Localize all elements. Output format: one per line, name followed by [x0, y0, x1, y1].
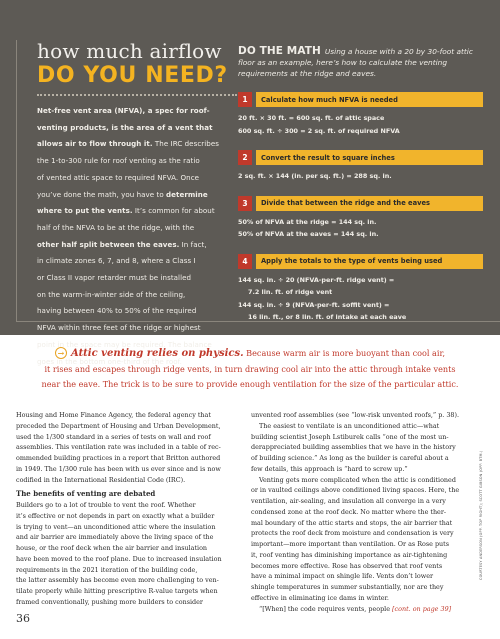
intro-segment: in climate zones 6, 7, and 8, where a Class I	[37, 256, 196, 266]
body-line: ventilation, air-sealing, and insulation all converge in a very	[251, 497, 446, 505]
body-line: becomes more effective. Rose has observed that roof vents	[251, 561, 443, 570]
intro-segment: on the warm-in-winter side of the ceiling,	[37, 289, 186, 299]
body-line: shingle temperatures in summer substantially, nor are they	[251, 583, 444, 591]
do-the-math-box	[238, 46, 483, 324]
math-header	[238, 46, 483, 79]
calculation-line: 144 sq. in. ÷ 20 (NFVA-per-ft. ridge vent) =	[238, 275, 395, 284]
step-header	[238, 92, 483, 107]
intro-segment: goes in the bottom one-third of the roof.	[37, 356, 182, 366]
headline-line-1: how much airflow	[37, 39, 222, 63]
intro-line	[37, 120, 227, 137]
body-line: preceded the Department of Housing and Urban Development,	[16, 421, 221, 430]
pull-quote-lead: Attic venting relies on physics.	[70, 348, 244, 359]
dotted-divider	[37, 94, 237, 96]
body-line: important—more important than ventilation. Or as Rose puts	[251, 540, 450, 548]
math-step	[238, 92, 483, 137]
intro-line	[37, 303, 227, 320]
body-line: codified in the International Residential Code (IRC).	[16, 475, 186, 484]
body-line: and air barrier are immediately above the living space of the	[16, 533, 214, 542]
intro-line	[37, 237, 227, 254]
section-subhead: The benefits of venting are debated	[16, 489, 156, 499]
intro-line	[37, 287, 227, 304]
intro-line	[37, 187, 227, 204]
step-title: Calculate how much NFVA is needed	[256, 92, 483, 107]
body-line: ommended building practices in a report that Britton authored	[16, 454, 221, 462]
body-line: requirements in the 2021 iteration of the building code,	[16, 565, 198, 574]
math-steps	[238, 92, 483, 324]
calculation-line: 600 sq. ft. ÷ 300 = 2 sq. ft. of required NFVA	[238, 126, 400, 135]
pull-quote-line-1-rest: Because warm air is more buoyant than cool air,	[243, 348, 446, 358]
body-line: effective in eliminating ice dams in winter.	[251, 593, 389, 602]
body-line: the latter assembly has become even more challenging to ven-	[16, 576, 219, 585]
math-step	[238, 196, 483, 241]
intro-segment: of vented attic space to required NFVA. Once	[37, 172, 200, 182]
body-line: Builders go to a lot of trouble to vent the roof. Whether	[16, 501, 196, 509]
intro-line	[37, 103, 227, 120]
intro-segment: you’ve done the math, you have to	[37, 189, 167, 199]
body-line: used the 1/300 standard in a series of tests on wall and roof	[16, 432, 211, 441]
step-number: 2	[238, 150, 252, 165]
pull-quote-line-3: near the eave. The trick is to be sure to provide enough ventilation for the size of the particular attic.	[41, 379, 459, 389]
step-calculations	[238, 274, 483, 324]
body-line: have a minimal impact on shingle life. Vents don’t lower	[251, 572, 434, 581]
body-line: Venting gets more complicated when the attic is conditioned	[259, 475, 456, 484]
step-number: 4	[238, 254, 252, 269]
intro-line	[37, 203, 227, 220]
calculation-line: 144 sq. in. ÷ 9 (NFVA-per-ft. soffit vent) =	[238, 300, 390, 309]
calculation-line: 7.2 lin. ft. of ridge vent	[248, 288, 333, 296]
intro-line	[37, 270, 227, 287]
step-title: Convert the result to square inches	[256, 150, 483, 165]
intro-segment: NFVA within three feet of the ridge or highest	[37, 323, 201, 333]
math-step	[238, 150, 483, 183]
calculation-line: 2 sq. ft. × 144 (in. per sq. ft.) = 288 sq. in.	[238, 172, 392, 180]
body-line: tilate properly while hitting prescriptive R-value targets when	[16, 587, 218, 595]
body-line: have been moved to the roof plane. Due to increased insulation	[16, 554, 222, 563]
body-line: condensed zone at the roof deck. No matter where the ther-	[251, 507, 447, 516]
body-line: it, roof venting has diminishing importance as air-tightening	[251, 550, 448, 559]
step-number: 1	[238, 92, 252, 107]
pull-quote-line-2: it rises and escapes through ridge vents, in turn drawing cool air into the attic through intake vents	[44, 363, 456, 374]
body-line: assemblies. This ventilation rate was included in a table of rec-	[16, 443, 221, 452]
body-line: derappreciated building assemblies that we have in the history	[251, 443, 456, 452]
intro-segment: The IRC describes	[152, 139, 219, 149]
calculation-line: 50% of NFVA at the ridge = 144 sq. in.	[238, 217, 377, 226]
headline-line-2: DO YOU NEED?	[37, 63, 228, 88]
body-line: The easiest to ventilate is an unconditioned attic—what	[259, 421, 440, 430]
intro-segment: In fact,	[179, 239, 207, 249]
calculation-line: 20 ft. × 30 ft. = 600 sq. ft. of attic space	[238, 114, 385, 122]
step-calculations	[238, 216, 483, 241]
step-calculations	[238, 170, 483, 183]
intro-segment: or Class II vapor retarder must be installed	[37, 273, 192, 283]
body-line: is trying to vent—an unconditioned attic where the insulation	[16, 522, 216, 531]
airflow-sidebar	[37, 39, 228, 370]
step-header	[238, 150, 483, 165]
math-step	[238, 254, 483, 324]
step-title: Apply the totals to the type of vents being used	[256, 254, 483, 269]
body-line: or in vaulted ceilings above conditioned living spaces. Here, the	[251, 486, 460, 495]
body-line: Housing and Home Finance Agency, the federal agency that	[16, 411, 211, 419]
photo-credit: COURTESY ANDERSON (OPP. TOP RIGHT); SCOTT GIBSON (OPP. BTM.)	[479, 450, 483, 580]
body-line: few details, this approach is “hard to screw up.”	[251, 464, 408, 473]
body-line: “[When] the code requires vents, people [cont. on page 39]	[259, 604, 452, 613]
body-column-left	[16, 410, 243, 608]
body-line: building scientist Joseph Lstiburek calls “one of the most un-	[251, 432, 449, 441]
math-heading: DO THE MATH	[238, 45, 321, 57]
intro-segment: determine	[166, 189, 208, 199]
intro-line	[37, 220, 227, 237]
step-number: 3	[238, 196, 252, 211]
intro-segment: having between 40% to 50% of the required	[37, 306, 197, 316]
step-header	[238, 254, 483, 269]
body-line: framed conventionally, pushing more builders to consider	[16, 597, 203, 606]
math-description: Using a house with a 20 by 30-foot attic floor as an example, here’s how to calculate the venting requirements at the ridge and eaves.	[238, 47, 473, 78]
calculation-line: 50% of NFVA at the eaves = 144 sq. in.	[238, 230, 379, 238]
step-calculations	[238, 112, 483, 137]
intro-segment: where to put the vents.	[37, 206, 133, 216]
body-line: it’s effective or not depends in part on exactly what a builder	[16, 511, 215, 520]
body-line: in 1949. The 1/300 rule has been with us ever since and is now	[16, 464, 221, 473]
body-line: protects the roof deck from moisture and condensation is very	[251, 529, 454, 538]
intro-segment: It’s common for about	[132, 206, 215, 216]
intro-segment: venting products, is the area of a vent that	[37, 122, 213, 132]
intro-line	[37, 153, 227, 170]
body-line: house, or the roof deck when the air barrier and insulation	[16, 544, 208, 552]
intro-line	[37, 136, 227, 153]
step-header	[238, 196, 483, 211]
intro-line	[37, 253, 227, 270]
continued-note: [cont. on page 39]	[392, 604, 452, 613]
body-line: unvented roof assemblies (see “low-risk unvented roofs,” p. 38).	[251, 411, 460, 419]
body-line: of building science.” As long as the builder is careful about a	[251, 454, 449, 462]
intro-segment: Net-free vent area (NFVA), a spec for roof-	[37, 106, 210, 115]
intro-segment: allows air to flow through it.	[37, 139, 153, 149]
step-title: Divide that between the ridge and the eaves	[256, 196, 483, 211]
body-line: mal boundary of the attic starts and stops, the air barrier that	[251, 518, 453, 527]
intro-segment: point in the space may be required. The balance	[37, 339, 212, 349]
pull-quote-line-1	[0, 346, 500, 362]
intro-segment: the 1-to-300 rule for roof venting as the ratio	[37, 156, 200, 166]
calculation-line: 16 lin. ft., or 8 lin. ft. of intake at each eave	[248, 313, 407, 321]
intro-segment: half of the NFVA to be at the ridge, with the	[37, 222, 195, 232]
arrow-right-circle-icon: →	[55, 347, 67, 359]
intro-text	[37, 103, 227, 370]
intro-line	[37, 170, 227, 187]
pull-quote	[0, 346, 500, 393]
body-column-right	[251, 410, 478, 614]
page-number: 36	[16, 612, 30, 625]
intro-line	[37, 320, 227, 337]
intro-segment: other half split between the eaves.	[37, 239, 180, 249]
